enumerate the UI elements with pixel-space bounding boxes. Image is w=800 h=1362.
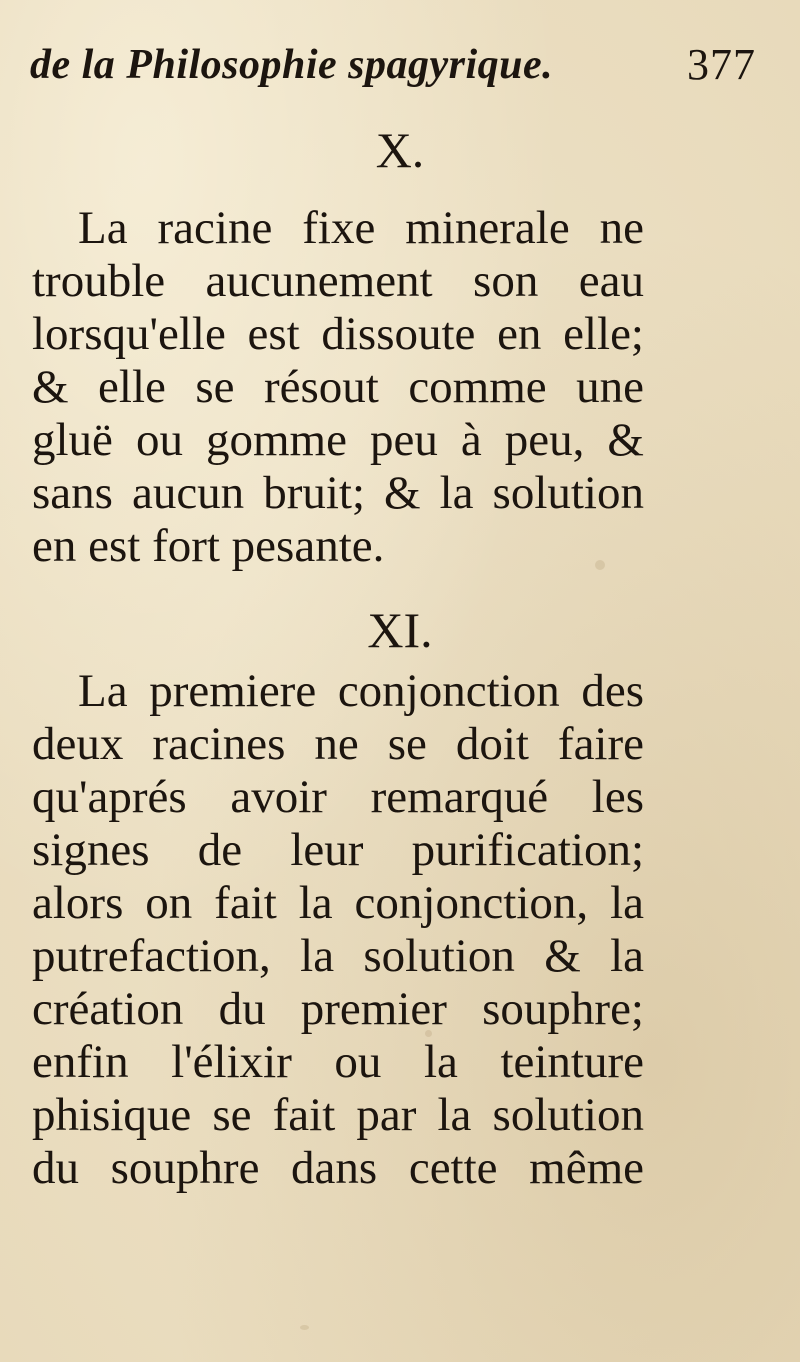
- text-line: signes de leur purification;: [32, 824, 644, 876]
- paragraph: [32, 665, 644, 1195]
- section-heading: XI.: [367, 602, 433, 658]
- text-line: enfin l'élixir ou la teinture: [32, 1036, 644, 1088]
- running-title: de la Philosophie spagyrique.: [30, 42, 554, 88]
- section-heading: X.: [375, 122, 425, 178]
- running-header: [30, 40, 770, 100]
- paragraph: [32, 202, 644, 573]
- paper-stain: [300, 1325, 309, 1330]
- text-line: alors on fait la conjonction, la: [32, 877, 644, 929]
- text-line: lorsqu'elle est dissoute en elle;: [32, 308, 644, 360]
- text-line: qu'aprés avoir remarqué les: [32, 771, 644, 823]
- text-line: & elle se résout comme une: [32, 361, 644, 413]
- text-line: gluë ou gomme peu à peu, &: [32, 414, 644, 466]
- text-line: du souphre dans cette même: [32, 1142, 644, 1194]
- page-number: 377: [687, 40, 756, 89]
- text-line: trouble aucunement son eau: [32, 255, 644, 307]
- text-line: en est fort pesante.: [32, 520, 385, 572]
- text-line: putrefaction, la solution & la: [32, 930, 644, 982]
- text-line: phisique se fait par la solution: [32, 1089, 644, 1141]
- text-line: La premiere conjonction des: [78, 665, 644, 717]
- text-line: La racine fixe minerale ne: [78, 202, 644, 254]
- text-line: création du premier souphre;: [32, 983, 644, 1035]
- text-line: deux racines ne se doit faire: [32, 718, 644, 770]
- text-line: sans aucun bruit; & la solution: [32, 467, 644, 519]
